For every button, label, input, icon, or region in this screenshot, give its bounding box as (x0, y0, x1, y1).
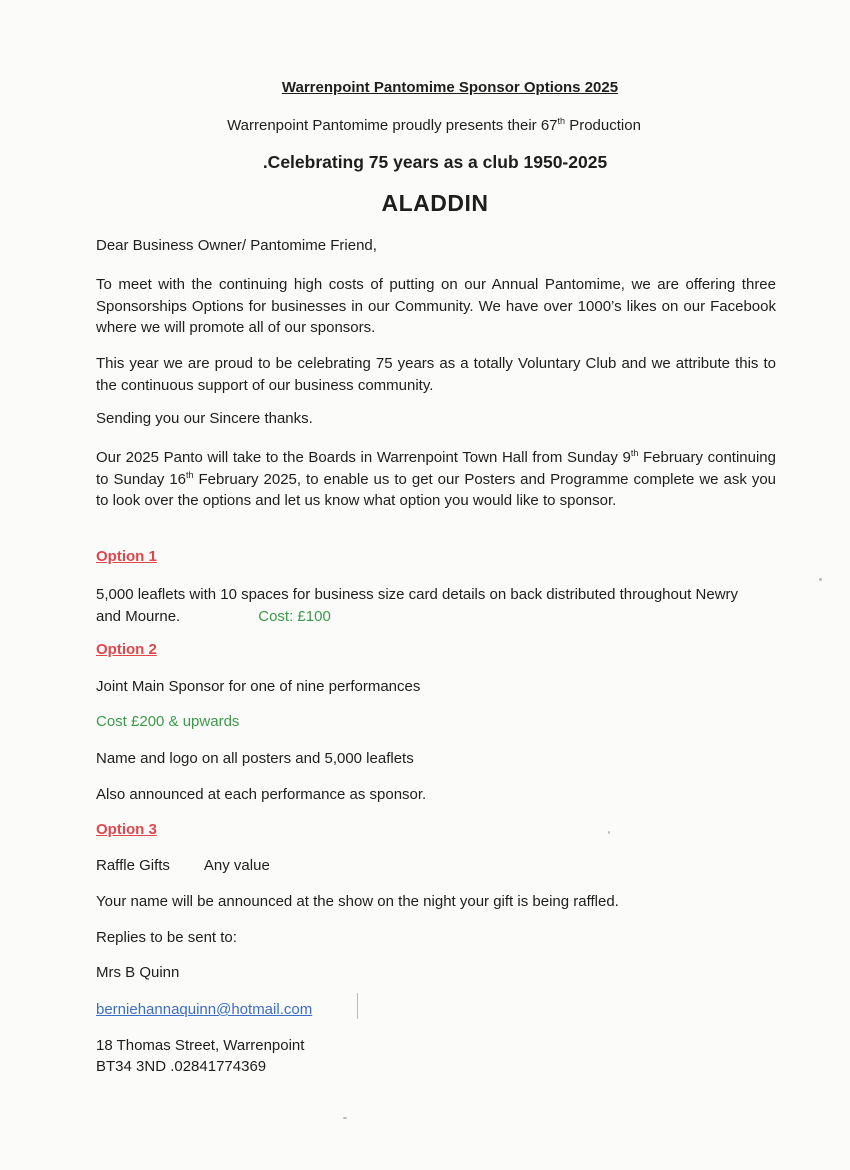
dates-sup-1: th (630, 448, 639, 458)
dates-sup-2: th (186, 469, 194, 480)
presents-text: Warrenpoint Pantomime proudly presents their 67 (227, 117, 558, 134)
presents-text-end: Production (565, 117, 641, 134)
dates-text-1: Our 2025 Panto will take to the Boards in Warrenpoint Town Hall from Sunday 9 (96, 449, 631, 466)
contact-email-link[interactable]: berniehannaquinn@hotmail.com (96, 1001, 313, 1018)
address-line-1: 18 Thomas Street, Warrenpoint (96, 1037, 305, 1054)
option-2-detail-1: Name and logo on all posters and 5,000 leaflets (96, 750, 414, 767)
option-3-value: Any value (203, 857, 270, 874)
option-1-text (96, 584, 766, 627)
greeting: Dear Business Owner/ Pantomime Friend, (96, 237, 377, 254)
show-title: ALADDIN (381, 190, 489, 216)
option-1-description: 5,000 leaflets with 10 spaces for business size card details on back distributed throughout Newry and Mourne. (96, 586, 739, 625)
presents-line (0, 117, 850, 134)
dates-paragraph (96, 447, 776, 512)
option-2-detail-2: Also announced at each performance as sponsor. (96, 786, 427, 803)
option-3-text (96, 857, 270, 874)
dates-text-2: February continuing to Sunday 16 (96, 449, 776, 488)
scan-speck (819, 578, 822, 581)
intro-paragraph: To meet with the continuing high costs of putting on our Annual Pantomime, we are offering three Sponsorships Options for businesses in our Community. We have over 1000’s likes on our Facebook where we will promote all of our sponsors. (96, 276, 776, 336)
presents-sup: th (557, 116, 566, 126)
address-line-2: BT34 3ND .02841774369 (96, 1058, 267, 1075)
scan-speck (343, 1117, 347, 1119)
scan-mark (357, 993, 358, 1019)
celebrating-line: .Celebrating 75 years as a club 1950-2025 (262, 152, 608, 172)
option-1-cost: Cost: £100 (258, 607, 331, 625)
option-3-heading: Option 3 (96, 821, 157, 838)
option-2-heading: Option 2 (96, 641, 157, 658)
scan-speck (608, 831, 610, 834)
option-2-text: Joint Main Sponsor for one of nine performances (96, 678, 421, 695)
option-3-detail: Your name will be announced at the show on the night your gift is being raffled. (96, 893, 619, 910)
thanks-line: Sending you our Sincere thanks. (96, 410, 313, 427)
document-heading: Warrenpoint Pantomime Sponsor Options 2025 (281, 79, 619, 96)
dates-text-3: February 2025, to enable us to get our Posters and Programme complete we ask you to look over the options and let us know what option you would like to sponsor. (96, 470, 777, 509)
contact-name: Mrs B Quinn (96, 964, 180, 981)
option-1-heading: Option 1 (96, 548, 157, 565)
option-3-label: Raffle Gifts (96, 857, 170, 874)
replies-line: Replies to be sent to: (96, 929, 237, 946)
anniversary-paragraph: This year we are proud to be celebrating 75 years as a totally Voluntary Club and we attribute this to the continuous support of our business community. (96, 355, 776, 394)
option-2-cost: Cost £200 & upwards (96, 713, 240, 730)
